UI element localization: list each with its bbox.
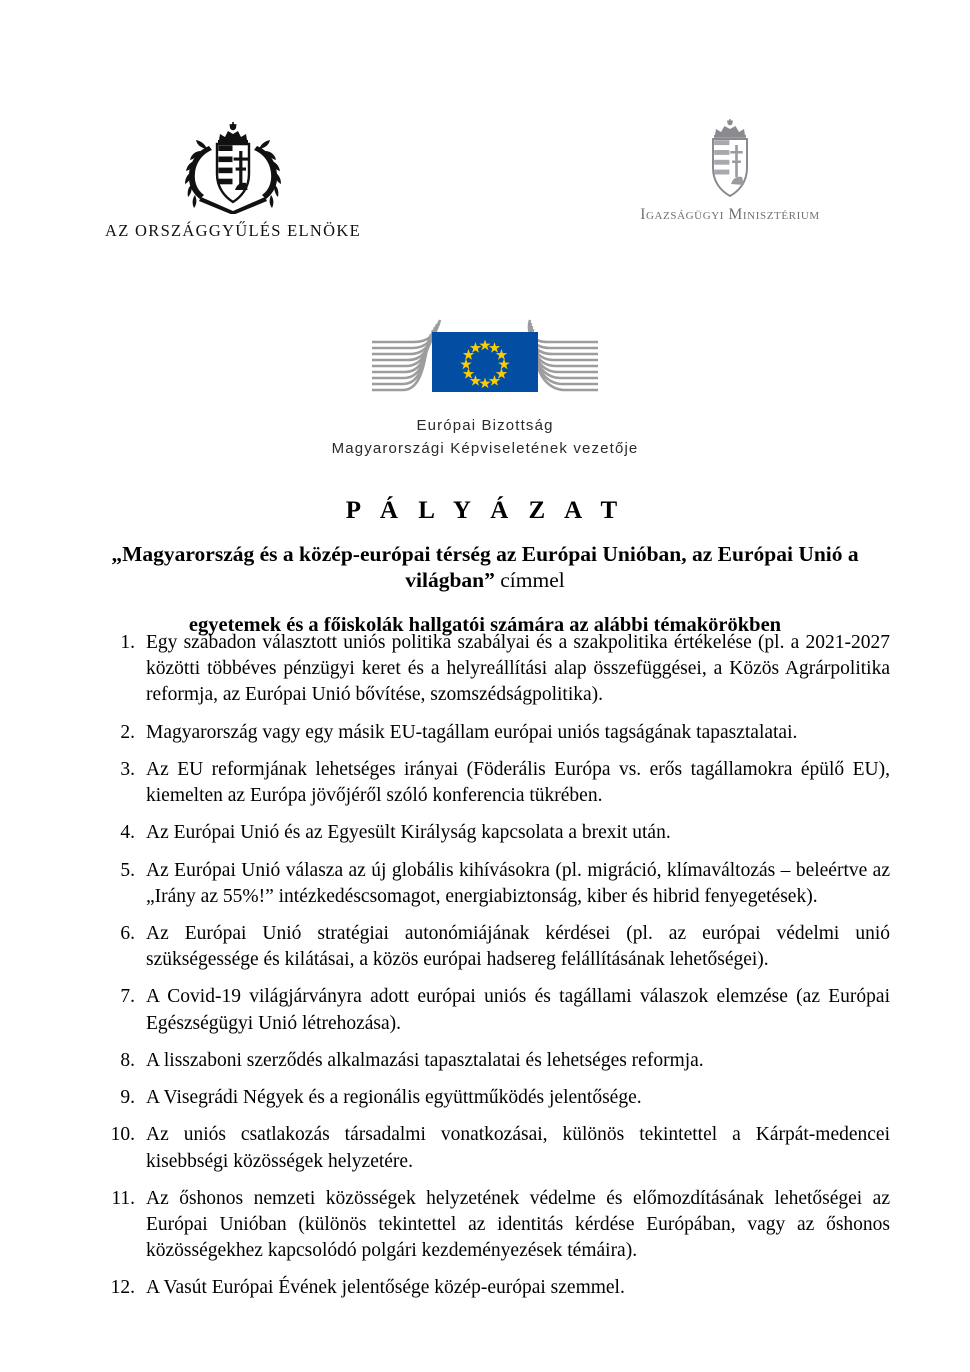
list-item-text: A Vasút Európai Évének jelentősége közép-európai szemmel. xyxy=(146,1277,625,1299)
list-item xyxy=(108,720,890,746)
list-item-text: Egy szabadon választott uniós politika szabályai és a szakpolitika értékelése (pl. a 2021-2027 közötti többéves pénzügyi keret és a helyreállítási alap összefüggései, a Közös Agrárpolitika reformja, az Európai Unió bővítése, szomszédságpolitika). xyxy=(146,632,890,706)
list-item-text: Az Európai Unió és az Egyesült Királyság kapcsolata a brexit után. xyxy=(146,822,671,844)
eu-caption-line-2: Magyarországi Képviseletének vezetője xyxy=(331,439,639,457)
list-item-number: 6. xyxy=(120,922,135,944)
parliament-header-block xyxy=(88,118,378,241)
list-item-number: 2. xyxy=(120,721,135,743)
list-item-number: 7. xyxy=(120,986,135,1008)
document-subtitle xyxy=(85,541,885,594)
list-item xyxy=(108,1186,890,1265)
list-item-number: 3. xyxy=(120,758,135,780)
page-title: P Á L Y Á Z A T xyxy=(345,497,625,524)
list-item-number: 4. xyxy=(120,822,135,844)
list-item-number: 8. xyxy=(120,1049,135,1071)
list-item-text: Az uniós csatlakozás társadalmi vonatkozásai, különös tekintettel a Kárpát-medencei kisebbségi közösségek helyzetére. xyxy=(146,1124,890,1172)
european-commission-logo-icon xyxy=(370,318,600,406)
list-item xyxy=(108,1048,890,1074)
title-block xyxy=(85,497,885,638)
document-audience-line: egyetemek és a főiskolák hallgatói számára az alábbi témakörökben xyxy=(188,614,782,637)
document-header xyxy=(0,118,970,258)
list-item xyxy=(108,820,890,846)
list-item xyxy=(108,921,890,973)
ministry-header-block xyxy=(600,118,860,224)
document-subtitle-quoted: „Magyarország és a közép-európai térség az Európai Unióban, az Európai Unió a világban” xyxy=(111,541,859,593)
parliament-caption: AZ ORSZÁGGYŰLÉS ELNÖKE xyxy=(105,221,361,240)
list-item xyxy=(108,858,890,910)
hungarian-coat-of-arms-with-wreath-icon xyxy=(179,118,287,214)
list-item-text: A lisszaboni szerződés alkalmazási tapasztalatai és lehetséges reformja. xyxy=(146,1049,704,1071)
list-item-text: Magyarország vagy egy másik EU-tagállam európai uniós tagságának tapasztalatai. xyxy=(146,721,798,743)
list-item-text: A Covid-19 világjárványra adott európai uniós és tagállami válaszok elemzése (az Európai Egészségügyi Unió létrehozása). xyxy=(146,986,890,1034)
list-item-number: 10. xyxy=(110,1124,135,1146)
hungarian-coat-of-arms-grayscale-icon xyxy=(699,118,761,200)
list-item-number: 1. xyxy=(120,632,135,653)
document-subtitle-suffix: címmel xyxy=(500,568,565,593)
list-item xyxy=(108,1275,890,1301)
eu-commission-block xyxy=(0,318,970,460)
list-item-text: Az Európai Unió stratégiai autonómiájának kérdései (pl. az európai védelmi unió szükségessége és kilátásai, a közös európai hadsereg felállításának lehetőségei). xyxy=(146,922,890,971)
list-item-text: Az Európai Unió válasza az új globális kihívásokra (pl. migráció, klímaváltozás – beleértve az „Irány az 55%!” intézkedéscsomagot, energiabiztonság, kiber és hibrid fenyegetések). xyxy=(146,859,890,907)
list-item-number: 12. xyxy=(110,1277,135,1299)
list-item-text: Az EU reformjának lehetséges irányai (Föderális Európa vs. erős tagállamokra épülő EU), kiemelten az Európa jövőjéről szóló konferencia tükrében. xyxy=(146,758,890,807)
eu-caption-line-1: Európai Bizottság xyxy=(416,417,554,434)
list-item-number: 5. xyxy=(120,859,135,881)
eu-commission-caption xyxy=(0,415,970,460)
list-item xyxy=(108,630,890,709)
list-item xyxy=(108,984,890,1036)
list-item xyxy=(108,1085,890,1111)
list-item-number: 9. xyxy=(120,1087,135,1109)
list-item xyxy=(108,757,890,809)
list-item-text: A Visegrádi Négyek és a regionális együttműködés jelentősége. xyxy=(146,1087,642,1109)
ministry-caption: Igazságügyi Minisztérium xyxy=(640,206,820,223)
list-item-text: Az őshonos nemzeti közösségek helyzetének védelme és előmozdításának lehetőségei az Európai Unióban (különös tekintettel az identitás kérdése Európában, vagy az őshonos közösségekhez kapcsolódó polgári kezdeményezések témáira). xyxy=(146,1187,890,1262)
topic-list xyxy=(108,630,890,1302)
list-item-number: 11. xyxy=(111,1187,135,1209)
list-item xyxy=(108,1122,890,1174)
